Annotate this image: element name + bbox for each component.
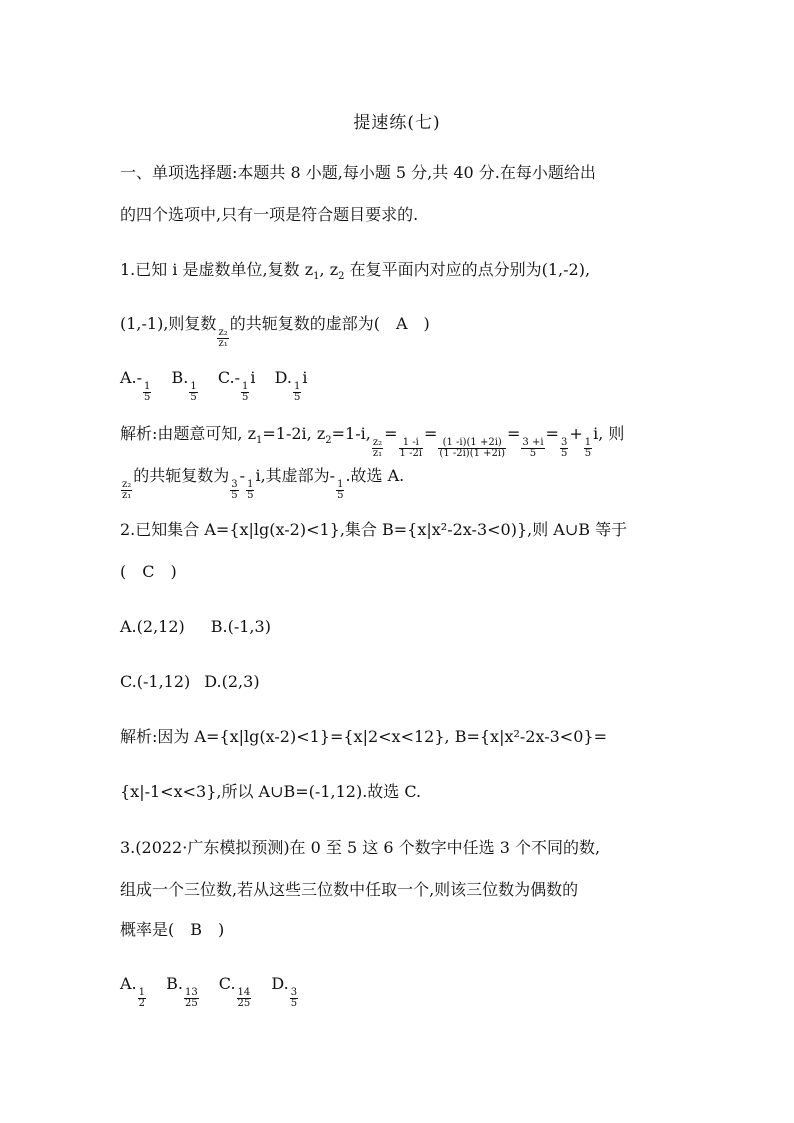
q2-options-row1 — [120, 619, 271, 635]
q1-text: 的共轭复数的虚部为( — [229, 314, 380, 333]
subscript: 1 — [313, 271, 320, 283]
section-heading-line2: 的四个选项中,只有一项是符合题目要求的. — [120, 205, 419, 224]
q3-options — [120, 976, 313, 1010]
q1-stem-line2 — [120, 316, 430, 350]
q3-option-a: A. $\frac{1}{2}$ — [120, 974, 146, 1009]
q2-stem-line1: 2.已知集合 A={x|lg(x-2)<1},集合 B={x|x²-2x-3<0)},则 A∪B 等于 — [120, 520, 628, 539]
q3-stem-line2: 组成一个三位数,若从这些三位数中任取一个,则该三位数为偶数的 — [120, 880, 579, 899]
q1-stem-line1 — [120, 262, 590, 282]
q2-option-c: C.(-1,12) — [120, 672, 191, 691]
q1-solution-line1: 解析:由题意可知, $z_1=1-2i$, $z_2=1-i$, $\frac{\text{z₂}}{\text{z₁}}$ = $\frac{1 -i}{1 -2i}$ = $\frac{(1 -i)(1 +2i)}{(1 -2i)(1 +2i)}$ = $\frac{3 +i}{5}$ = $\frac{3}{5}$ + $\frac{1}{5}$ i, 则 — [120, 424, 625, 459]
q1-solution-line2: $\frac{\text{z₂}}{\text{z₁}}$ 的共轭复数为 $\frac{3}{5}$ - $\frac{1}{5}$ i,其虚部为- $\frac{1}{5}$ .故选 A. — [122, 466, 405, 501]
subscript: 2 — [338, 271, 345, 283]
q1-answer: A — [395, 314, 408, 333]
q2-answer: C — [142, 562, 155, 581]
q1-text: 在复平面内对应的点分别为(1,-2), — [344, 260, 591, 279]
section-heading-line1: 一、单项选择题:本题共 8 小题,每小题 5 分,共 40 分.在每小题给出 — [120, 163, 596, 182]
q1-text: (1,-1),则复数 — [120, 314, 217, 333]
q2-option-b: B.(-1,3) — [210, 617, 271, 636]
q2-solution-line2: {x|-1<x<3},所以 A∪B=(-1,12).故选 C. — [120, 782, 422, 801]
q3-stem-line1: 3.(2022·广东模拟预测)在 0 至 5 这 6 个数字中任选 3 个不同的数, — [120, 838, 601, 857]
q2-stem-line2: ( C ) — [120, 562, 177, 581]
q1-text: , z — [319, 260, 339, 279]
q2-option-a: A.(2,12) — [120, 617, 185, 636]
q2-solution-line1: 解析:因为 A={x|lg(x-2)<1}={x|2<x<12}, B={x|x²-2x-3<0}= — [120, 727, 607, 746]
q1-text: 1.已知 i 是虚数单位,复数 z — [120, 260, 314, 279]
q3-option-d: D. $\frac{3}{5}$ — [271, 974, 298, 1009]
q1-option-a: A.- $\frac{1}{5}$ — [120, 368, 151, 403]
q3-option-c: C. $\frac{14}{25}$ — [218, 974, 251, 1009]
page-title: 提速练(七) — [353, 113, 441, 133]
q1-options — [120, 370, 321, 404]
q3-option-b: B. $\frac{13}{25}$ — [166, 974, 198, 1009]
q1-text: ) — [423, 314, 430, 333]
q3-answer: B — [190, 920, 203, 939]
q3-stem-line3: 概率是( B ) — [120, 920, 225, 939]
q1-option-d: D. $\frac{1}{5}$ i — [274, 368, 308, 403]
q2-options-row2 — [120, 674, 260, 690]
q1-option-b: B. $\frac{1}{5}$ — [171, 368, 197, 403]
fraction: $\frac{\text{z₂}}{\text{z₁}}$ — [218, 326, 228, 349]
q2-option-d: D.(2,3) — [204, 672, 260, 691]
q1-option-c: C.- $\frac{1}{5}$ i — [217, 368, 256, 403]
